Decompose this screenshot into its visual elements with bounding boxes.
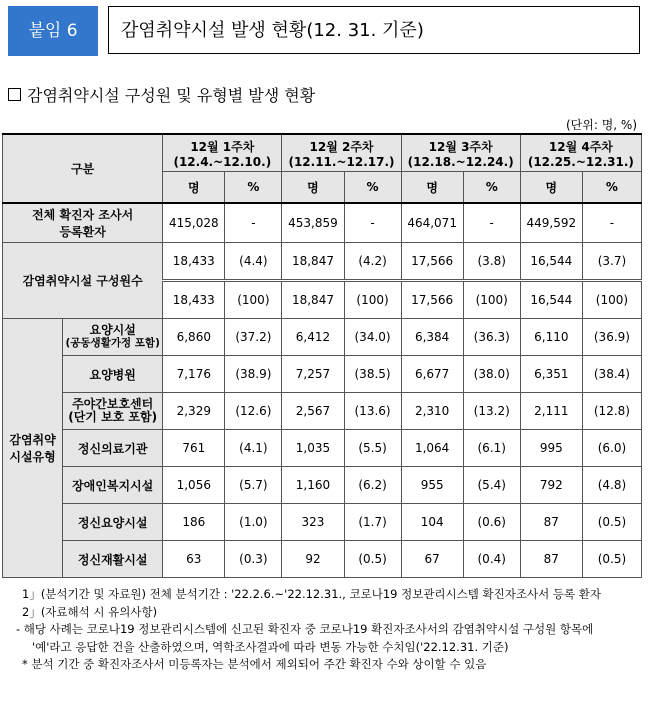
- pct-cell: (13.6): [344, 393, 401, 430]
- pct-cell: -: [225, 203, 282, 243]
- unit-label: (단위: 명, %): [565, 118, 637, 132]
- count-cell: 6,384: [401, 319, 463, 356]
- week-header: [163, 134, 282, 172]
- pct-cell: (3.8): [463, 243, 520, 281]
- table-row-type: [3, 504, 642, 541]
- pct-cell: -: [582, 203, 641, 243]
- count-cell: 7,176: [163, 356, 225, 393]
- pct-cell: (38.9): [225, 356, 282, 393]
- pct-cell: (12.8): [582, 393, 641, 430]
- count-cell: 6,412: [282, 319, 344, 356]
- count-cell: 453,859: [282, 203, 344, 243]
- count-cell: 415,028: [163, 203, 225, 243]
- table-row-type: [3, 541, 642, 578]
- members-row-label: 감염취약시설 구성원수: [3, 243, 163, 319]
- table-row-type: [3, 467, 642, 504]
- footnotes: [16, 586, 601, 674]
- pct-cell: (1.0): [225, 504, 282, 541]
- pct-cell: (4.2): [344, 243, 401, 281]
- week-label: 12월 3주차: [428, 139, 493, 154]
- count-cell: 87: [520, 504, 582, 541]
- square-bullet-icon: [8, 88, 21, 101]
- pct-cell: (0.5): [582, 504, 641, 541]
- count-cell: 792: [520, 467, 582, 504]
- count-col-header: 명: [282, 172, 344, 204]
- pct-cell: -: [463, 203, 520, 243]
- total-label-line2: 등록환자: [59, 225, 106, 239]
- count-cell: 6,351: [520, 356, 582, 393]
- pct-cell: (6.2): [344, 467, 401, 504]
- count-cell: 7,257: [282, 356, 344, 393]
- type-label: [63, 393, 163, 430]
- pct-cell: (38.5): [344, 356, 401, 393]
- count-cell: 955: [401, 467, 463, 504]
- total-row-label: [3, 203, 163, 243]
- pct-cell: (0.6): [463, 504, 520, 541]
- count-cell: 67: [401, 541, 463, 578]
- pct-cell: (0.5): [582, 541, 641, 578]
- count-cell: 449,592: [520, 203, 582, 243]
- week-header: [520, 134, 641, 172]
- pct-cell: (0.4): [463, 541, 520, 578]
- pct-cell: (36.3): [463, 319, 520, 356]
- count-cell: 464,071: [401, 203, 463, 243]
- week-label: 12월 4주차: [548, 139, 613, 154]
- count-cell: 6,860: [163, 319, 225, 356]
- count-cell: 995: [520, 430, 582, 467]
- table-row-type: [3, 430, 642, 467]
- header: [8, 6, 640, 56]
- footnote: * 분석 기간 중 확진자조사서 미등록자는 분석에서 제외되어 주간 확진자 수와 상이할 수 있음: [22, 657, 487, 671]
- count-cell: 18,847: [282, 281, 344, 319]
- count-cell: 18,847: [282, 243, 344, 281]
- count-cell: 6,110: [520, 319, 582, 356]
- count-cell: 16,544: [520, 281, 582, 319]
- type-label: 요양병원: [63, 356, 163, 393]
- table-row-members: [3, 243, 642, 281]
- type-name: 요양시설: [89, 323, 136, 337]
- week-range: (12.11.~12.17.): [288, 154, 395, 169]
- pct-cell: (36.9): [582, 319, 641, 356]
- count-cell: 1,035: [282, 430, 344, 467]
- count-col-header: 명: [401, 172, 463, 204]
- pct-cell: (4.1): [225, 430, 282, 467]
- type-note: (공동생활가정 포함): [65, 337, 160, 349]
- count-cell: 18,433: [163, 281, 225, 319]
- type-group-line1: 감염취약: [9, 433, 56, 447]
- count-cell: 16,544: [520, 243, 582, 281]
- count-cell: 2,310: [401, 393, 463, 430]
- table-row-total: [3, 203, 642, 243]
- type-label: 장애인복지시설: [63, 467, 163, 504]
- table-row-type: [3, 356, 642, 393]
- count-cell: 1,064: [401, 430, 463, 467]
- pct-cell: (0.3): [225, 541, 282, 578]
- pct-cell: (34.0): [344, 319, 401, 356]
- pct-col-header: %: [344, 172, 401, 204]
- count-cell: 18,433: [163, 243, 225, 281]
- week-range: (12.18.~12.24.): [407, 154, 514, 169]
- count-cell: 63: [163, 541, 225, 578]
- count-cell: 761: [163, 430, 225, 467]
- section-subtitle: [8, 86, 315, 106]
- total-label-line1: 전체 확진자 조사서: [32, 208, 134, 222]
- count-col-header: 명: [520, 172, 582, 204]
- type-group-label: [3, 319, 63, 578]
- type-name: 주야간보호센터: [72, 397, 154, 411]
- pct-cell: (3.7): [582, 243, 641, 281]
- type-group-line2: 시설유형: [9, 450, 56, 464]
- corner-header: 구분: [3, 134, 163, 203]
- pct-cell: (6.0): [582, 430, 641, 467]
- attachment-badge: 붙임 6: [8, 6, 98, 56]
- stats-table: [2, 133, 642, 578]
- week-header: [282, 134, 401, 172]
- count-cell: 17,566: [401, 243, 463, 281]
- count-cell: 1,056: [163, 467, 225, 504]
- pct-cell: (37.2): [225, 319, 282, 356]
- pct-cell: (100): [582, 281, 641, 319]
- pct-col-header: %: [225, 172, 282, 204]
- count-cell: 2,329: [163, 393, 225, 430]
- footnote: '예'라고 응답한 건을 산출하였으며, 역학조사결과에 따라 변동 가능한 수치임('22.12.31. 기준): [32, 639, 509, 654]
- pct-cell: (1.7): [344, 504, 401, 541]
- count-cell: 2,567: [282, 393, 344, 430]
- count-col-header: 명: [163, 172, 225, 204]
- count-cell: 87: [520, 541, 582, 578]
- pct-cell: (13.2): [463, 393, 520, 430]
- pct-cell: (5.5): [344, 430, 401, 467]
- type-label: 정신요양시설: [63, 504, 163, 541]
- table-row-type: [3, 319, 642, 356]
- type-label: [63, 319, 163, 356]
- header-row-weeks: [3, 134, 642, 172]
- pct-cell: (12.6): [225, 393, 282, 430]
- pct-cell: (6.1): [463, 430, 520, 467]
- count-cell: 6,677: [401, 356, 463, 393]
- type-label: 정신재활시설: [63, 541, 163, 578]
- pct-cell: (38.0): [463, 356, 520, 393]
- week-header: [401, 134, 520, 172]
- pct-cell: (5.7): [225, 467, 282, 504]
- pct-cell: (100): [225, 281, 282, 319]
- count-cell: 17,566: [401, 281, 463, 319]
- footnote: 1」(분석기간 및 자료원) 전체 분석기간 : '22.2.6.~'22.12.31., 코로나19 정보관리시스템 확진자조사서 등록 환자: [22, 587, 601, 601]
- pct-cell: (100): [344, 281, 401, 319]
- pct-cell: (5.4): [463, 467, 520, 504]
- section-subtitle-text: 감염취약시설 구성원 및 유형별 발생 현황: [27, 86, 316, 105]
- week-label: 12월 1주차: [190, 139, 255, 154]
- count-cell: 323: [282, 504, 344, 541]
- footnote: 2」(자료해석 시 유의사항): [22, 604, 158, 619]
- footnote: - 해당 사례는 코로나19 정보관리시스템에 신고된 확진자 중 코로나19 확진자조사서의 감염취약시설 구성원 항목에: [16, 622, 594, 636]
- type-label: 정신의료기관: [63, 430, 163, 467]
- count-cell: 104: [401, 504, 463, 541]
- week-label: 12월 2주차: [309, 139, 374, 154]
- pct-cell: (0.5): [344, 541, 401, 578]
- page-title: 감염취약시설 발생 현황(12. 31. 기준): [108, 6, 640, 54]
- week-range: (12.25.~12.31.): [527, 154, 634, 169]
- pct-col-header: %: [582, 172, 641, 204]
- pct-cell: (4.8): [582, 467, 641, 504]
- pct-cell: (38.4): [582, 356, 641, 393]
- pct-col-header: %: [463, 172, 520, 204]
- pct-cell: -: [344, 203, 401, 243]
- count-cell: 92: [282, 541, 344, 578]
- pct-cell: (4.4): [225, 243, 282, 281]
- type-note: (단기 보호 포함): [68, 410, 158, 424]
- count-cell: 1,160: [282, 467, 344, 504]
- pct-cell: (100): [463, 281, 520, 319]
- week-range: (12.4.~12.10.): [173, 154, 272, 169]
- count-cell: 2,111: [520, 393, 582, 430]
- table-row-type: [3, 393, 642, 430]
- count-cell: 186: [163, 504, 225, 541]
